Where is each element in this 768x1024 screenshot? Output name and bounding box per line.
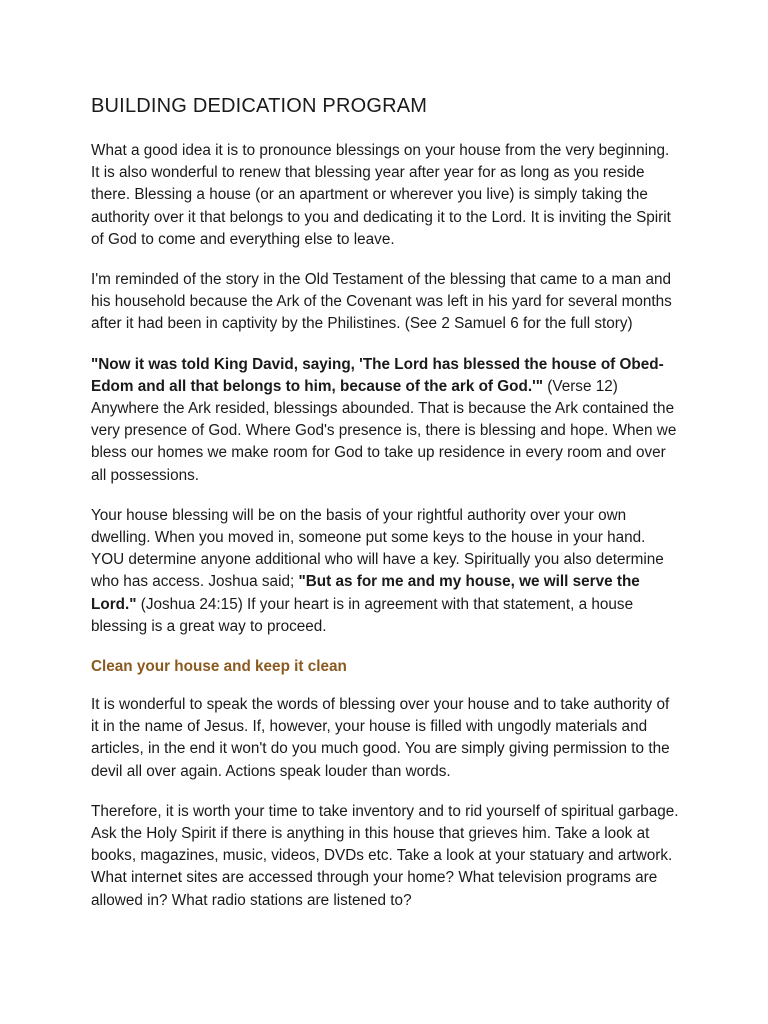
- paragraph-authority: [91, 505, 681, 638]
- paragraph-inventory: Therefore, it is worth your time to take inventory and to rid yourself of spiritual garbage. Ask the Holy Spirit if there is anything in this house that grieves him. Take a look at books, magazines, music, videos, DVDs etc. Take a look at your statuary and artwork. What internet sites are accessed through your home? What television programs are allowed in? What radio stations are listened to?: [91, 802, 679, 909]
- scripture-quote-joshua: "But as for me and my house, we will serve the Lord.": [91, 573, 640, 613]
- paragraph-obed-edom: [91, 354, 681, 487]
- paragraph-authority-text: Your house blessing will be on the basis of your rightful authority over your own dwelling. When you moved in, someone put some keys to the house in your hand. YOU determine anyone additional who will have a key. Spiritually you also determine who has access. Joshua said;: [91, 506, 664, 591]
- section-heading-clean-house: Clean your house and keep it clean: [91, 658, 347, 676]
- scripture-quote-2-samuel: "Now it was told King David, saying, 'The Lord has blessed the house of Obed-Edom and all that belongs to him, because of the ark of God.'": [91, 355, 664, 395]
- paragraph-intro: What a good idea it is to pronounce blessings on your house from the very beginning. It is also wonderful to renew that blessing year after year for as long as you reside there. Blessing a house (or an apartment or wherever you live) is simply taking the authority over it that belongs to you and dedicating it to the Lord. It is inviting the Spirit of God to come and everything else to leave.: [91, 142, 671, 248]
- paragraph-ungodly-materials: It is wonderful to speak the words of blessing over your house and to take authority of it in the name of Jesus. If, however, your house is filled with ungodly materials and articles, in the end it won't do you much good. You are simply giving permission to the devil all over again. Actions speak louder than words.: [91, 696, 670, 780]
- paragraph-obed-edom-text: (Verse 12) Anywhere the Ark resided, blessings abounded. That is because the Ark contained the very presence of God. Where God's presence is, there is blessing and hope. When we bless our homes we make room for God to take up residence in every room and over all possessions.: [91, 377, 677, 484]
- paragraph-authority-end: (Joshua 24:15) If your heart is in agreement with that statement, a house blessing is a great way to proceed.: [91, 595, 634, 635]
- document-title: BUILDING DEDICATION PROGRAM: [91, 95, 428, 117]
- document-page: [91, 92, 681, 930]
- paragraph-ark-story: I'm reminded of the story in the Old Testament of the blessing that came to a man and his household because the Ark of the Covenant was left in his yard for several months after it had been in captivity by the Philistines. (See 2 Samuel 6 for the full story): [91, 271, 672, 333]
